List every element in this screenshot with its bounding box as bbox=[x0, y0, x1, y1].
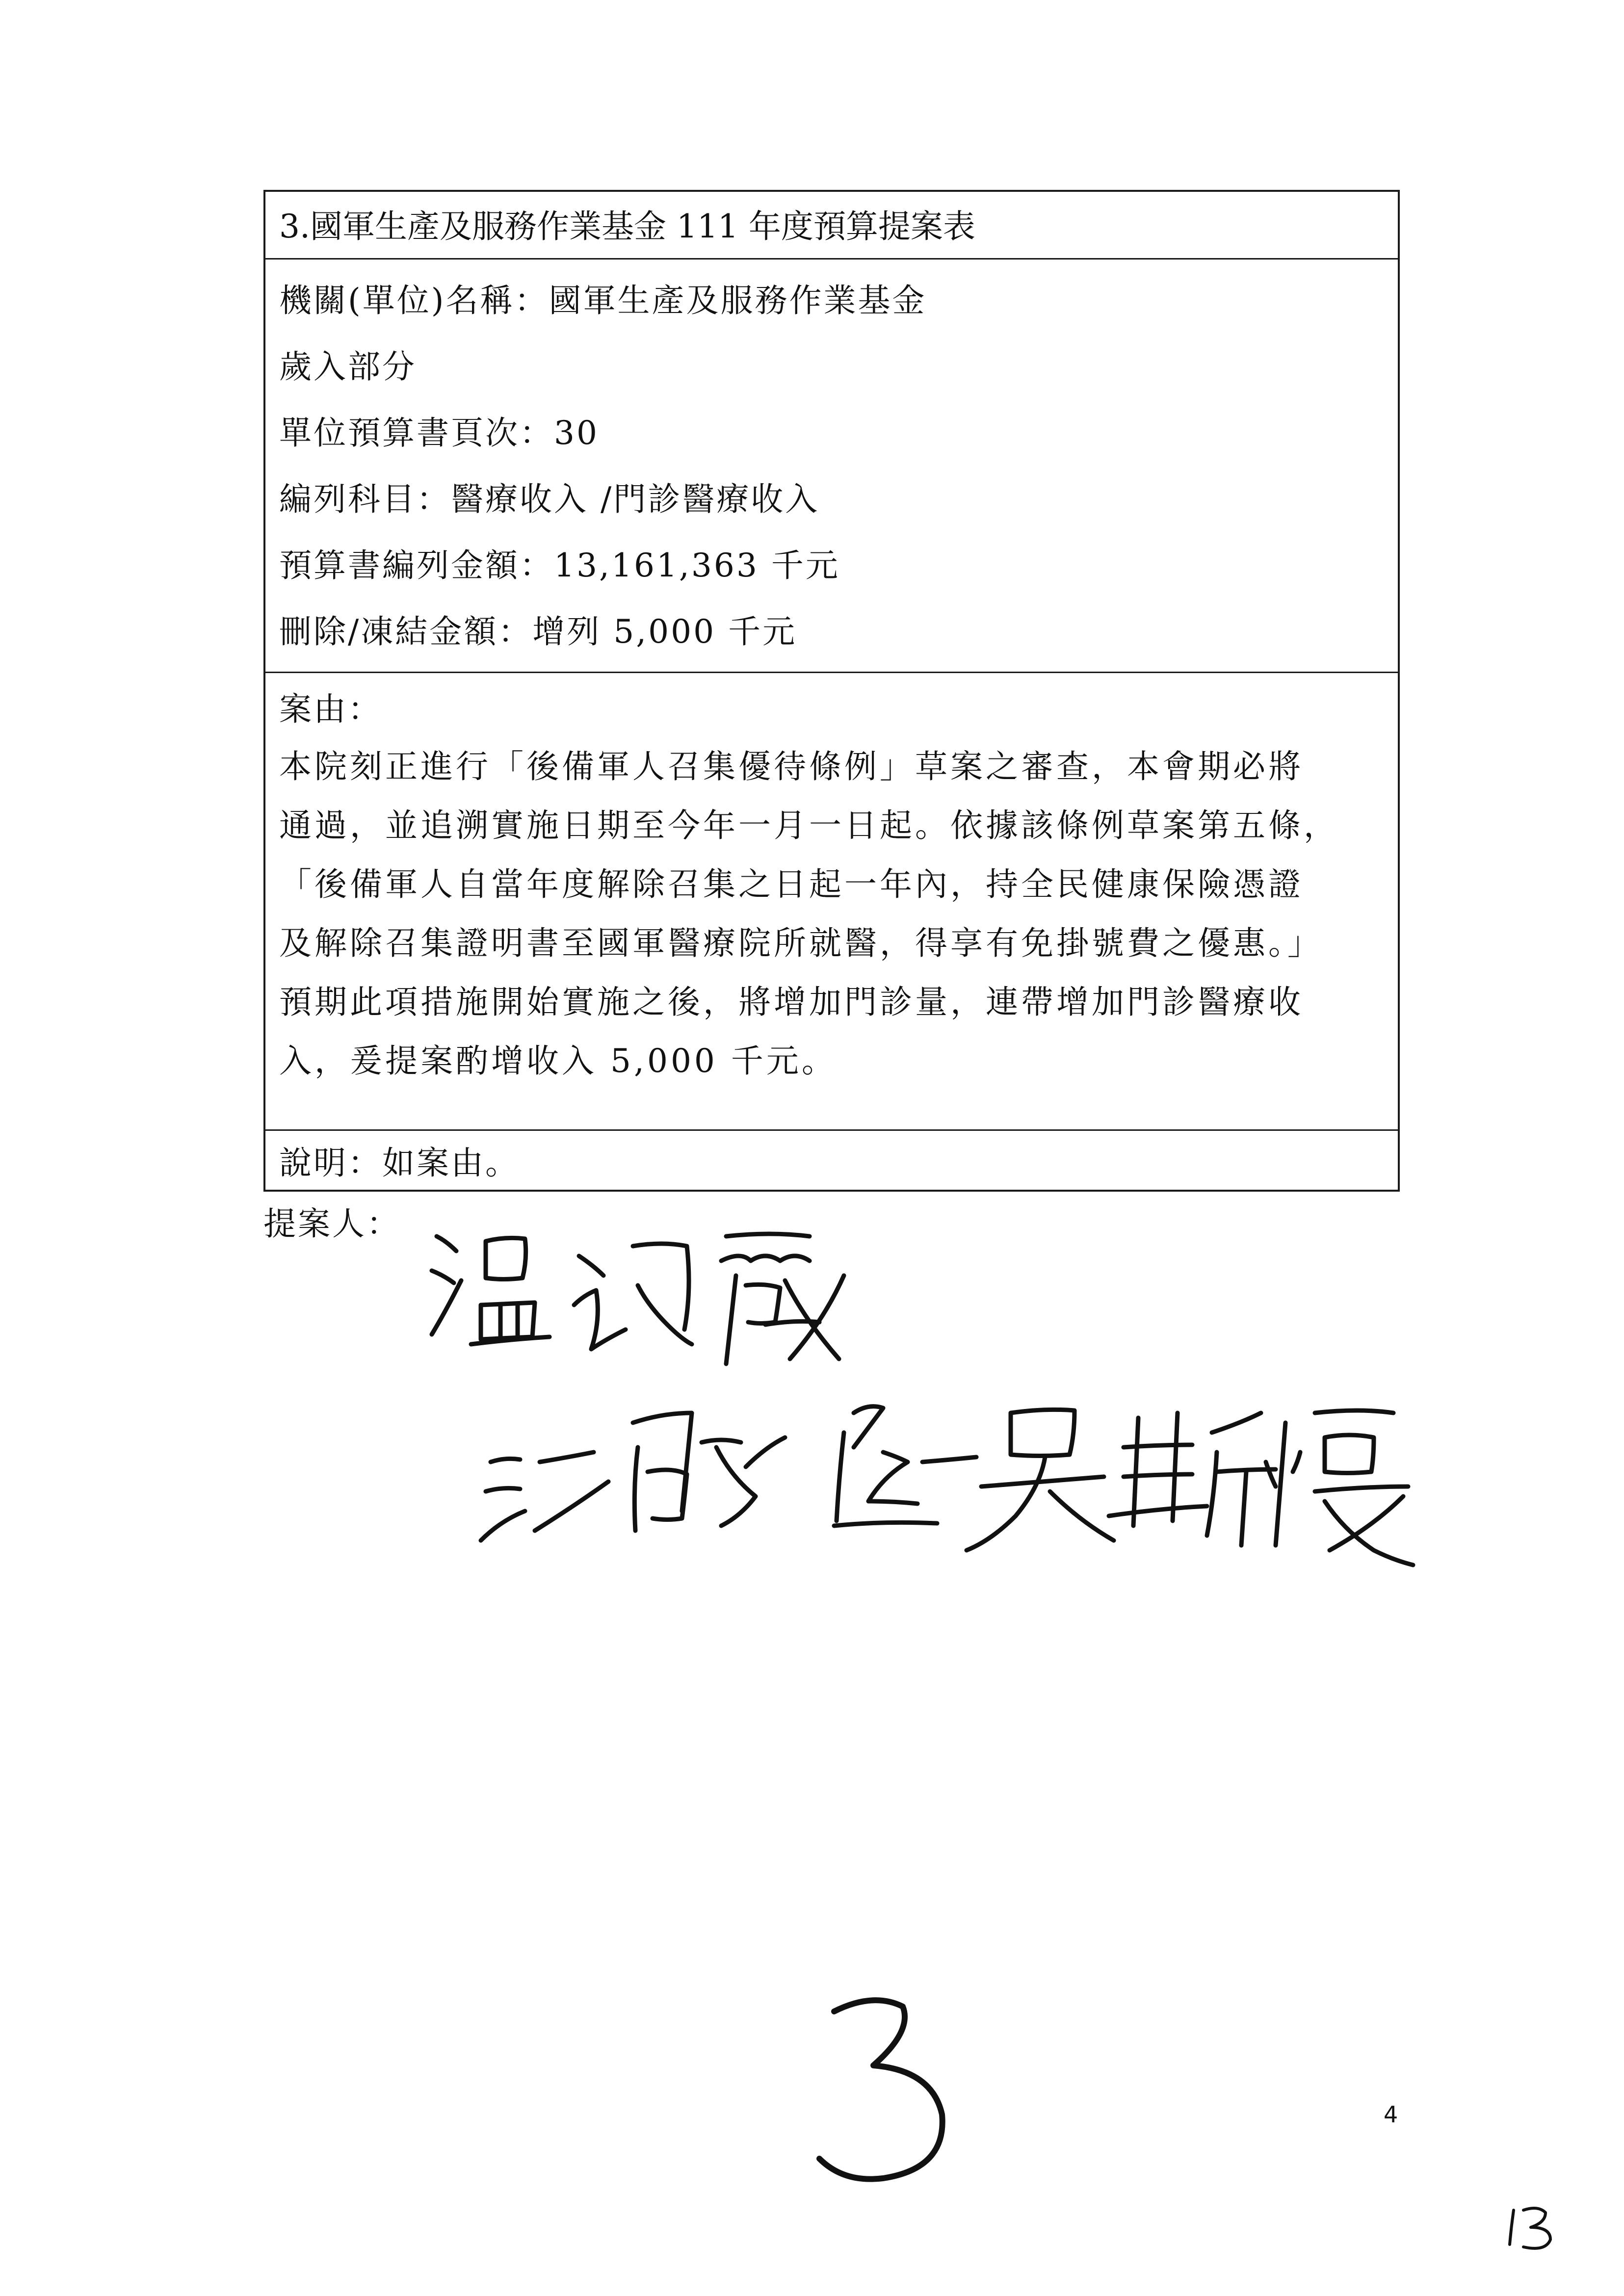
proposer-label: 提案人： bbox=[263, 1205, 401, 1243]
budget-amount-line: 預算書編列金額：13,161,363 千元 bbox=[279, 547, 840, 584]
budget-item-line: 編列科目：醫療收入 /門診醫療收入 bbox=[279, 480, 820, 518]
form-reason-section bbox=[265, 673, 1398, 1131]
form-explanation: 說明：如案由。 bbox=[279, 1144, 520, 1182]
reason-line: 本院刻正進行「後備軍人召集優待條例」草案之審查，本會期必將 bbox=[279, 748, 1304, 785]
proposal-form-table bbox=[263, 190, 1400, 1192]
reason-line: 「後備軍人自當年度解除召集之日起一年內，持全民健康保險憑證 bbox=[279, 865, 1304, 903]
adjustment-amount-line: 刪除/凍結金額：增列 5,000 千元 bbox=[279, 613, 797, 651]
reason-line: 預期此項措施開始實施之後，將增加門診量，連帶增加門診醫療收 bbox=[279, 983, 1304, 1021]
revenue-part-line: 歲入部分 bbox=[279, 348, 417, 386]
reason-line: 及解除召集證明書至國軍醫療院所就醫，得享有免掛號費之優惠。」 bbox=[279, 924, 1323, 962]
agency-name-line: 機關(單位)名稱：國軍生產及服務作業基金 bbox=[279, 282, 927, 319]
reason-line: 入，爰提案酌增收入 5,000 千元。 bbox=[279, 1042, 837, 1080]
budget-page-line: 單位預算書頁次：30 bbox=[279, 414, 599, 452]
reason-line: 通過，並追溯實施日期至今年一月一日起。依據該條例草案第五條， bbox=[279, 807, 1339, 844]
page-number: 4 bbox=[1384, 2101, 1398, 2128]
form-title: 3.國軍生產及服務作業基金 111 年度預算提案表 bbox=[265, 192, 1398, 260]
form-info-section bbox=[265, 260, 1398, 673]
reason-label: 案由： bbox=[279, 690, 382, 728]
